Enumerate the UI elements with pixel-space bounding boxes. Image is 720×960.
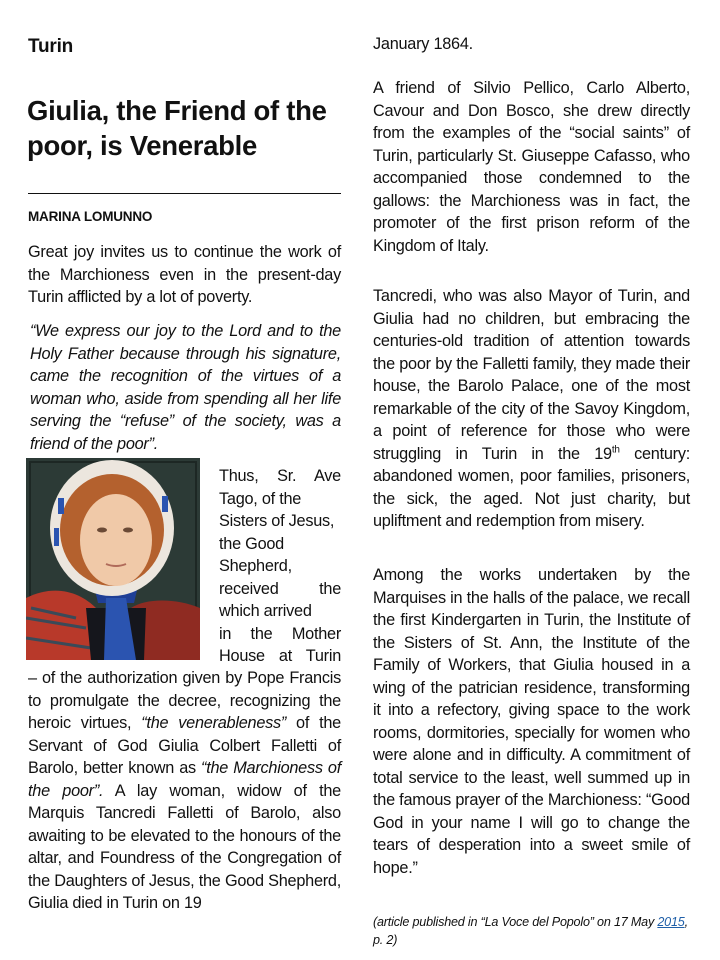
beside-line: Thus, Sr. Ave	[219, 467, 341, 485]
italic-run: “the venerableness”	[141, 714, 287, 732]
publication-credit	[373, 913, 693, 949]
portrait-image	[26, 458, 200, 660]
credit-text: , p. 2)	[373, 915, 688, 947]
text-run: century: abandoned women, poor families, prisoners, the sick, the aged. Not just charity, but upliftment and redemption from misery.	[373, 444, 690, 530]
beside-line: which arrived	[219, 602, 312, 620]
superscript: th	[611, 444, 620, 456]
beside-line: received the	[219, 579, 341, 598]
date-line: January 1864.	[373, 35, 473, 53]
body-paragraph-works: Among the works undertaken by the Marquises in the halls of the palace, we recall the first Kindergarten in Turin, the Institute of the Sisters of St. Ann, the Institute of the Family of Workers, that Giulia housed in a wing of the patrician residence, transforming it into a refectory, giving space to the work rooms, dormitories, specially for women who were alone and in difficulty. A commitment of total service to the least, well summed up in the famous prayer of the Marchioness: “Good God in your name I will go to change the tears of desperation into a sweet smile of hope.”	[373, 566, 690, 877]
text-run: of the Servant of God Giulia Colbert Falletti of Barolo, better known as	[28, 714, 341, 777]
beside-line: Tago, of the	[219, 489, 302, 508]
body-paragraph-barolo-palace	[373, 285, 690, 533]
text-run: A lay woman, widow of the Marquis Tancredi Falletti of Barolo, also awaiting to be elevated to the honours of the altar, and Foundress of the Congregation of the Daughters of Jesus, the Good Shepherd, Giulia died in Turin on 19	[28, 781, 341, 912]
beside-image-text	[219, 465, 341, 668]
portrait-illustration	[26, 458, 200, 660]
beside-line: Shepherd,	[219, 557, 292, 575]
article-title: Giulia, the Friend of the poor, is Venerable	[27, 95, 327, 161]
title-divider	[28, 193, 341, 194]
section-kicker: Turin	[28, 36, 74, 57]
credit-text: (article published in “La Voce del Popolo” on 17 May	[373, 915, 658, 929]
author-byline: MARINA LOMUNNO	[28, 209, 153, 224]
credit-year-link[interactable]: 2015	[657, 915, 685, 929]
body-paragraph-continuation	[28, 667, 341, 915]
body-paragraph-friends: A friend of Silvio Pellico, Carlo Alberto, Cavour and Don Bosco, she drew directly from the examples of the “social saints” of Turin, particularly St. Giuseppe Cafasso, who accompanied those condemned to the gallows: the Marchioness was in fact, the promoter of the first prison reform of the Kingdom of Italy.	[373, 79, 690, 255]
beside-line: the Good	[219, 534, 284, 553]
lead-paragraph: Great joy invites us to continue the work of the Marchioness even in the present-day Turin afflicted by a lot of poverty.	[28, 243, 341, 306]
beside-line: Sisters of Jesus,	[219, 512, 335, 530]
italic-run: “the Marchioness of the poor”.	[28, 759, 341, 800]
pull-quote: “We express our joy to the Lord and to the Holy Father because through his signature, came the recognition of the virtues of a woman who, aside from spending all her life serving the “refuse” of the society, was a friend of the poor”.	[30, 322, 341, 453]
beside-line: House at Turin	[219, 647, 341, 665]
text-run: – of the authorization given by Pope Francis to promulgate the decree, recognizing the heroic virtues,	[28, 669, 341, 732]
beside-line: in the Mother	[219, 624, 341, 643]
text-run: Tancredi, who was also Mayor of Turin, and Giulia had no children, but embracing the centuries-old tradition of attention towards the poor by the Falletti family, they made their house, the Barolo Palace, one of the most remarkable of the city of the Savoy Kingdom, a point of reference for those who were struggling in Turin in the 19	[373, 287, 690, 463]
